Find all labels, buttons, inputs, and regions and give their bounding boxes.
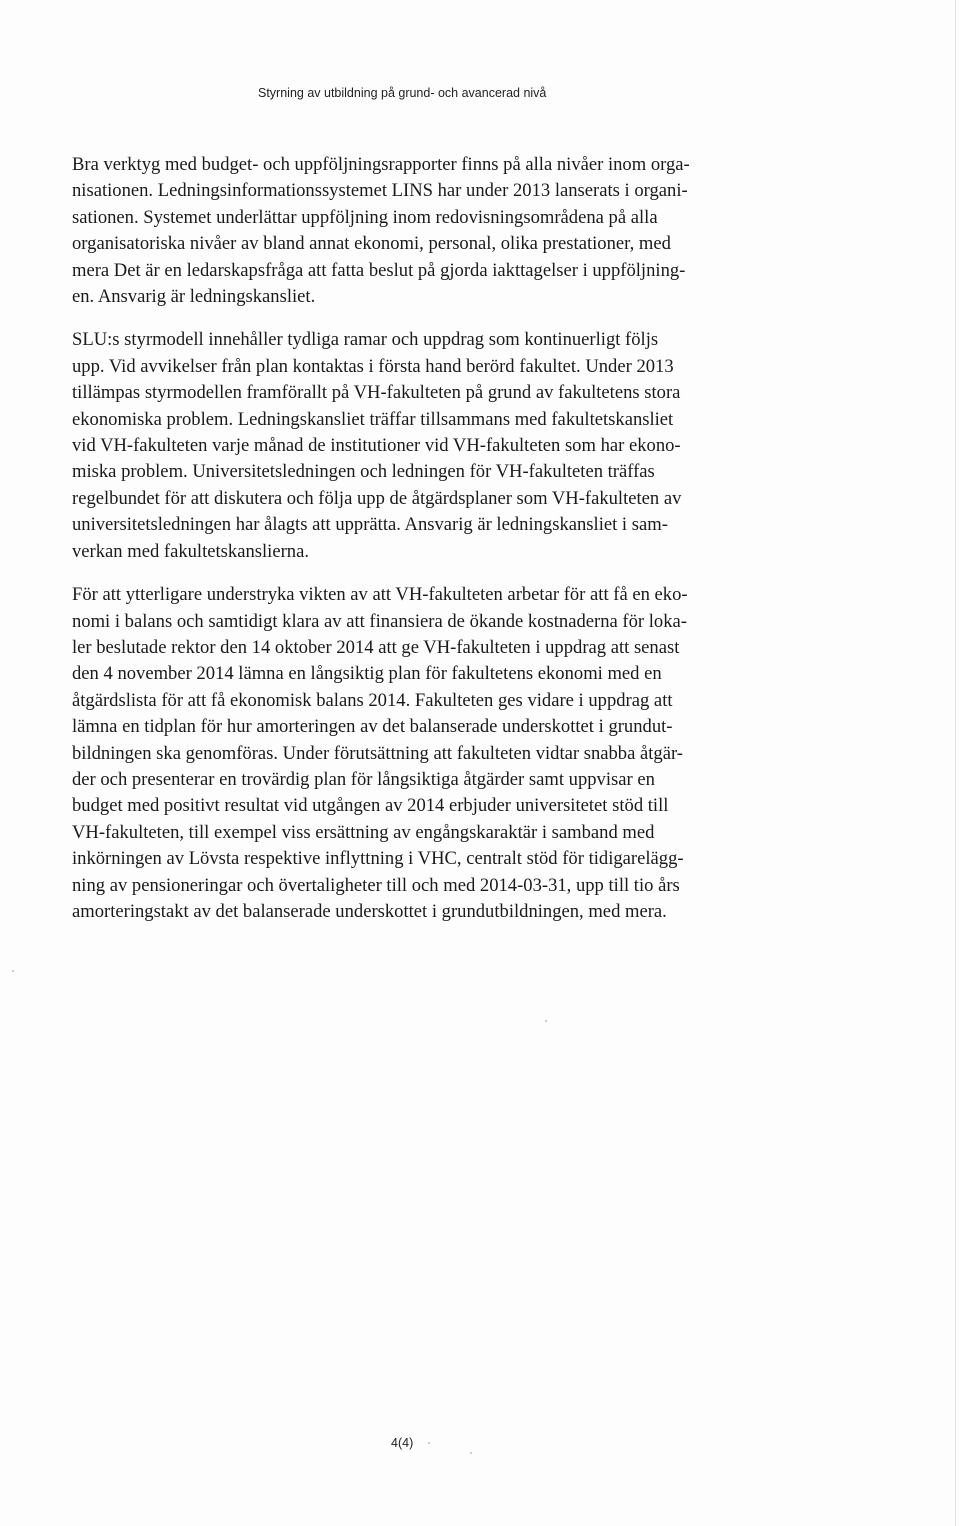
scan-speck (470, 1452, 472, 1454)
text-line: mera Det är en ledarskapsfråga att fatta beslut på gjorda iakttagelser i uppföljning- (72, 259, 686, 281)
scan-speck (428, 1442, 430, 1444)
text-line: SLU:s styrmodell innehåller tydliga ramar och uppdrag som kontinuerligt följs (72, 329, 659, 351)
scan-edge-line (955, 0, 956, 1526)
text-line: nisationen. Ledningsinformationssystemet LINS har under 2013 lanserats i organi- (72, 180, 688, 202)
paragraph (72, 327, 732, 565)
page-number: 4(4) (391, 1436, 414, 1450)
text-line: Bra verktyg med budget- och uppföljningsrapporter finns på alla nivåer inom orga- (72, 154, 690, 175)
text-line: ning av pensioneringar och övertaligheter till och med 2014-03-31, upp till tio års (72, 874, 680, 896)
text-line: miska problem. Universitetsledningen och ledningen för VH-fakulteten träffas (72, 461, 655, 483)
scan-speck (12, 970, 14, 972)
text-line: VH-fakulteten, till exempel viss ersättning av engångskaraktär i samband med (72, 821, 655, 843)
text-line: För att ytterligare understryka vikten av att VH-fakulteten arbetar för att få en eko- (72, 584, 688, 606)
text-line: amorteringstakt av det balanserade underskottet i grundutbildningen, med mera. (72, 900, 667, 922)
text-line: bildningen ska genomföras. Under förutsättning att fakulteten vidtar snabba åtgär- (72, 742, 683, 764)
text-line: organisatoriska nivåer av bland annat ekonomi, personal, olika prestationer, med (72, 233, 671, 255)
text-line: inkörningen av Lövsta respektive inflyttning i VHC, centralt stöd för tidigarelägg- (72, 848, 684, 870)
text-line: ler beslutade rektor den 14 oktober 2014 att ge VH-fakulteten i uppdrag att senast (72, 636, 680, 658)
text-line: upp. Vid avvikelser från plan kontaktas i första hand berörd fakultet. Under 2013 (72, 355, 674, 377)
text-line: der och presenterar en trovärdig plan för långsiktiga åtgärder samt uppvisar en (72, 768, 655, 790)
text-line: verkan med fakultetskanslierna. (72, 540, 309, 562)
text-line: den 4 november 2014 lämna en långsiktig plan för fakultetens ekonomi med en (72, 663, 662, 685)
text-line: åtgärdslista för att få ekonomisk balans 2014. Fakulteten ges vidare i uppdrag att (72, 689, 673, 711)
text-line: universitetsledningen har ålagts att upprätta. Ansvarig är ledningskansliet i sam- (72, 514, 668, 536)
text-line: nomi i balans och samtidigt klara av att finansiera de ökande kostnaderna för loka- (72, 610, 687, 632)
text-line: lämna en tidplan för hur amorteringen av det balanserade underskottet i grundut- (72, 716, 673, 738)
paragraph (72, 582, 732, 925)
text-line: vid VH-fakulteten varje månad de institutioner vid VH-fakulteten som har ekono- (72, 435, 681, 457)
text-line: tillämpas styrmodellen framförallt på VH-fakulteten på grund av fakultetens stora (72, 382, 681, 404)
text-line: sationen. Systemet underlättar uppföljning inom redovisningsområdena på alla (72, 206, 658, 228)
paragraph (72, 152, 732, 310)
text-line: ekonomiska problem. Ledningskansliet träffar tillsammans med fakultetskansliet (72, 408, 674, 430)
running-header: Styrning av utbildning på grund- och avancerad nivå (258, 86, 547, 100)
text-line: en. Ansvarig är ledningskansliet. (72, 286, 316, 308)
scan-speck (545, 1020, 547, 1022)
body-text (72, 152, 732, 942)
text-line: regelbundet för att diskutera och följa upp de åtgärdsplaner som VH-fakulteten av (72, 487, 682, 509)
text-line: budget med positivt resultat vid utgången av 2014 erbjuder universitetet stöd till (72, 795, 669, 817)
